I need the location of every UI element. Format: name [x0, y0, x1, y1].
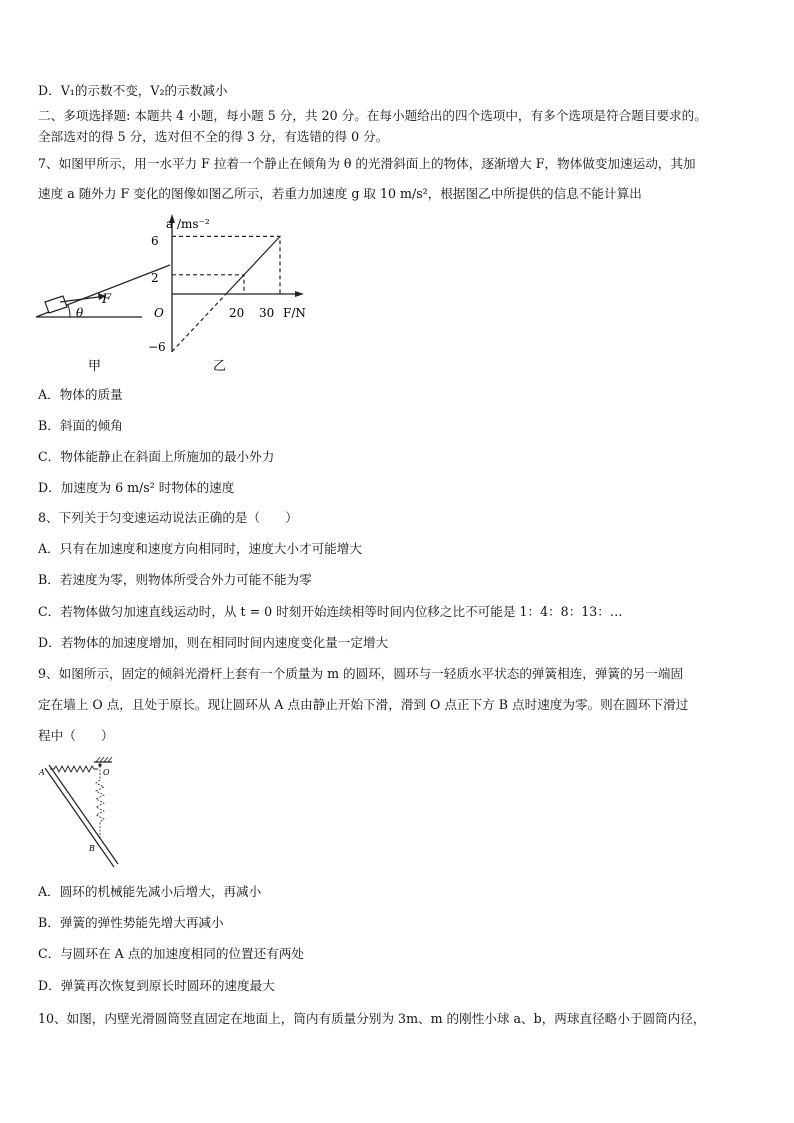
section2-header-line2: 全部选对的得 5 分，选对但不全的得 3 分，有选错的得 0 分。: [38, 129, 389, 144]
q8-option-b: B．若速度为零，则物体所受合外力可能不能为零: [38, 572, 312, 587]
tick-x-30: 30: [259, 306, 275, 320]
incline-diagram: [36, 265, 170, 374]
origin-label: O: [154, 306, 164, 320]
q9-figure: [34, 756, 126, 872]
q7-option-b: B．斜面的倾角: [38, 418, 123, 433]
q9-stem-line1: 9、如图所示，固定的倾斜光滑杆上套有一个质量为 m 的圆环，圆环与一轻质水平状态的弹簧相连，弹簧的另一端固: [38, 666, 684, 681]
section2-header-line1: 二、多项选择题: 本题共 4 小题，每小题 5 分，共 20 分。在每小题给出的四个选项中，有多个选项是符合题目要求的。: [38, 108, 707, 123]
q8-stem: 8、下列关于匀变速运动说法正确的是（ ）: [38, 510, 298, 525]
q9-option-b: B．弹簧的弹性势能先增大再减小: [38, 915, 224, 930]
force-label: F: [102, 292, 112, 307]
spring-horizontal: [50, 766, 98, 772]
left-caption: 甲: [88, 359, 102, 374]
spring-vertical-dashed: [96, 766, 104, 840]
label-a: A: [39, 768, 45, 777]
inclined-rod: [45, 768, 114, 867]
q7-option-c: C．物体能静止在斜面上所施加的最小外力: [38, 449, 275, 464]
q8-option-c: C．若物体做匀加速直线运动时，从 t = 0 时刻开始连续相等时间内位移之比不可能是 1：4：8：13：…: [38, 604, 623, 619]
q7-stem-line2: 速度 a 随外力 F 变化的图像如图乙所示，若重力加速度 g 取 10 m/s²，根据图乙中所提供的信息不能计算出: [38, 186, 642, 201]
right-caption: 乙: [213, 359, 227, 374]
q9-option-c: C．与圆环在 A 点的加速度相同的位置还有两处: [38, 946, 305, 961]
tick-x-20: 20: [229, 306, 245, 320]
label-o: O: [103, 768, 110, 777]
line-segment-positive: [226, 236, 280, 294]
q7-figure: [30, 210, 320, 378]
q7-option-a: A．物体的质量: [38, 387, 123, 402]
angle-label: θ: [76, 306, 84, 320]
block-shape: [45, 296, 67, 313]
guide-lines-a6: [172, 236, 280, 294]
tick-y-neg6: −6: [148, 340, 166, 354]
q7-stem-line1: 7、如图甲所示，用一水平力 F 拉着一个静止在倾角为 θ 的光滑斜面上的物体，逐渐增大 F，物体做变加速运动，其加: [38, 156, 696, 171]
q9-option-d: D．弹簧再次恢复到原长时圆环的速度最大: [38, 978, 275, 993]
x-axis-label: F/N: [283, 306, 306, 320]
q9-stem-line3: 程中（ ）: [38, 728, 114, 743]
tick-y-2: 2: [151, 271, 159, 285]
q7-option-d: D．加速度为 6 m/s² 时物体的速度: [38, 480, 235, 495]
guide-lines-a2: [172, 275, 244, 294]
q8-option-d: D．若物体的加速度增加，则在相同时间内速度变化量一定增大: [38, 635, 389, 650]
label-b: B: [89, 844, 95, 853]
y-axis-label: a /ms⁻²: [166, 217, 210, 231]
q9-stem-line2: 定在墙上 O 点，且处于原长。现让圆环从 A 点由静止开始下滑，滑到 O 点正下方 B 点时速度为零。则在圆环下滑过: [38, 697, 689, 712]
q8-option-a: A．只有在加速度和速度方向相同时，速度大小才可能增大: [38, 541, 362, 556]
line-segment-negative: [172, 294, 226, 352]
q10-stem-line1: 10、如图，内壁光滑圆筒竖直固定在地面上，筒内有质量分别为 3m、m 的刚性小球 a、b，两球直径略小于圆筒内径，: [38, 1011, 706, 1026]
a-vs-f-graph: [148, 214, 306, 374]
tick-y-6: 6: [151, 234, 159, 248]
q9-option-a: A．圆环的机械能先减小后增大，再减小: [38, 884, 262, 899]
q6-option-d: D．V₁的示数不变，V₂的示数减小: [38, 83, 228, 98]
